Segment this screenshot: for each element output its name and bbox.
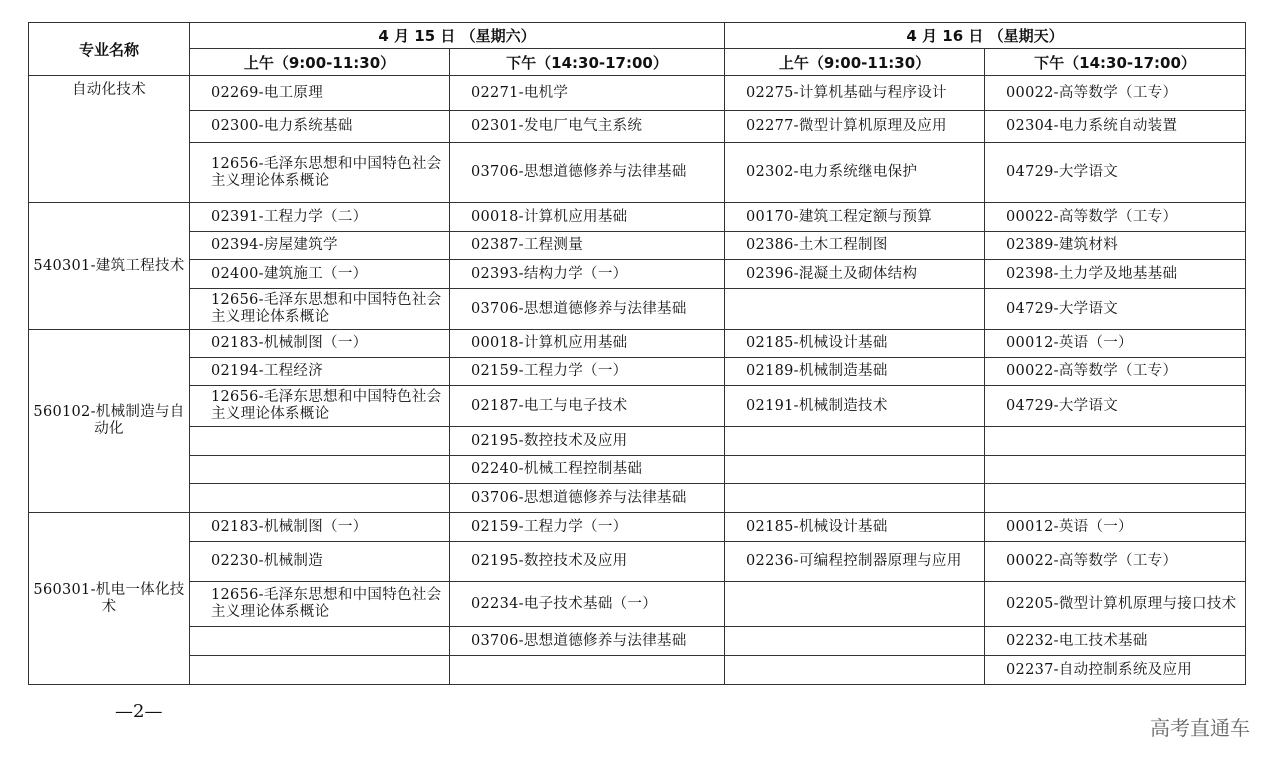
table-row [29,111,1246,143]
day1-am-cell [190,427,450,456]
day2-pm-cell: 02389-建筑材料 [985,232,1246,260]
day1-pm-cell: 03706-思想道德修养与法律基础 [450,627,725,656]
day1-am-cell: 02230-机械制造 [190,542,450,582]
day2-am-cell: 02185-机械设计基础 [725,513,985,542]
table-row [29,513,1246,542]
major-column-header: 专业名称 [29,23,190,76]
day1-am-cell [190,656,450,685]
day1-pm-cell: 03706-思想道德修养与法律基础 [450,484,725,513]
day1-am-cell [190,456,450,484]
day1-am-cell: 02183-机械制图（一） [190,513,450,542]
table-row [29,542,1246,582]
day1-am-cell: 02400-建筑施工（一） [190,260,450,289]
day1-pm-cell: 03706-思想道德修养与法律基础 [450,143,725,203]
day2-pm-header: 下午（14:30-17:00） [985,49,1246,76]
day1-am-cell: 02194-工程经济 [190,358,450,386]
day1-am-cell: 12656-毛泽东思想和中国特色社会主义理论体系概论 [190,582,450,627]
day1-pm-cell: 03706-思想道德修养与法律基础 [450,289,725,330]
day2-pm-cell [985,484,1246,513]
exam-schedule-table [28,22,1246,685]
day1-am-cell [190,484,450,513]
day2-pm-cell: 00022-高等数学（工专） [985,542,1246,582]
table-row [29,358,1246,386]
day1-pm-cell: 00018-计算机应用基础 [450,330,725,358]
day1-pm-cell [450,656,725,685]
schedule-body [29,76,1246,685]
table-row [29,386,1246,427]
day1-pm-header: 下午（14:30-17:00） [450,49,725,76]
day1-pm-cell: 02387-工程测量 [450,232,725,260]
day2-pm-cell: 00022-高等数学（工专） [985,203,1246,232]
major-name-cell: 540301-建筑工程技术 [29,203,190,330]
day2-pm-cell [985,427,1246,456]
day2-am-cell [725,582,985,627]
day1-am-cell: 02391-工程力学（二） [190,203,450,232]
day1-pm-cell: 00018-计算机应用基础 [450,203,725,232]
day2-am-cell [725,456,985,484]
day2-am-cell: 02302-电力系统继电保护 [725,143,985,203]
day2-pm-cell: 00012-英语（一） [985,513,1246,542]
day1-pm-cell: 02159-工程力学（一） [450,358,725,386]
day2-am-cell: 02396-混凝土及砌体结构 [725,260,985,289]
day2-pm-cell: 02232-电工技术基础 [985,627,1246,656]
day1-pm-cell: 02187-电工与电子技术 [450,386,725,427]
day2-pm-cell: 02304-电力系统自动装置 [985,111,1246,143]
day1-am-cell: 02394-房屋建筑学 [190,232,450,260]
table-row [29,427,1246,456]
page-number: —2— [115,701,163,722]
day1-am-header: 上午（9:00-11:30） [190,49,450,76]
day1-pm-cell: 02271-电机学 [450,76,725,111]
day1-am-cell: 12656-毛泽东思想和中国特色社会主义理论体系概论 [190,289,450,330]
day2-header: 4 月 16 日 （星期天） [725,23,1246,49]
day2-am-cell [725,627,985,656]
table-row [29,289,1246,330]
table-row [29,76,1246,111]
table-row [29,582,1246,627]
day2-am-cell: 02185-机械设计基础 [725,330,985,358]
day1-pm-cell: 02240-机械工程控制基础 [450,456,725,484]
day1-am-cell: 02269-电工原理 [190,76,450,111]
day2-pm-cell: 00022-高等数学（工专） [985,358,1246,386]
day2-am-cell [725,656,985,685]
table-row [29,484,1246,513]
table-row [29,203,1246,232]
day1-pm-cell: 02195-数控技术及应用 [450,427,725,456]
major-name-cell: 自动化技术 [29,76,190,203]
day1-am-cell: 12656-毛泽东思想和中国特色社会主义理论体系概论 [190,143,450,203]
day2-pm-cell: 04729-大学语文 [985,143,1246,203]
day2-am-cell [725,427,985,456]
day1-am-cell [190,627,450,656]
table-row [29,232,1246,260]
table-row [29,143,1246,203]
day1-pm-cell: 02234-电子技术基础（一） [450,582,725,627]
day2-am-cell: 02277-微型计算机原理及应用 [725,111,985,143]
day2-am-cell: 00170-建筑工程定额与预算 [725,203,985,232]
day2-pm-cell: 04729-大学语文 [985,386,1246,427]
day2-am-cell: 02386-土木工程制图 [725,232,985,260]
day2-pm-cell: 02205-微型计算机原理与接口技术 [985,582,1246,627]
day2-pm-cell: 02237-自动控制系统及应用 [985,656,1246,685]
major-name-cell: 560301-机电一体化技术 [29,513,190,685]
day2-am-cell [725,289,985,330]
day2-pm-cell: 00012-英语（一） [985,330,1246,358]
day1-pm-cell: 02393-结构力学（一） [450,260,725,289]
watermark: 高考直通车 [1150,716,1250,740]
major-name-cell: 560102-机械制造与自动化 [29,330,190,513]
day2-am-cell: 02275-计算机基础与程序设计 [725,76,985,111]
day2-pm-cell [985,456,1246,484]
table-row [29,656,1246,685]
day1-header: 4 月 15 日 （星期六） [190,23,725,49]
day1-pm-cell: 02301-发电厂电气主系统 [450,111,725,143]
day2-am-header: 上午（9:00-11:30） [725,49,985,76]
day1-am-cell: 12656-毛泽东思想和中国特色社会主义理论体系概论 [190,386,450,427]
table-row [29,260,1246,289]
day2-pm-cell: 00022-高等数学（工专） [985,76,1246,111]
day2-pm-cell: 02398-土力学及地基基础 [985,260,1246,289]
table-row [29,330,1246,358]
day1-am-cell: 02300-电力系统基础 [190,111,450,143]
day2-pm-cell: 04729-大学语文 [985,289,1246,330]
table-row [29,456,1246,484]
day2-am-cell [725,484,985,513]
day1-pm-cell: 02195-数控技术及应用 [450,542,725,582]
day2-am-cell: 02189-机械制造基础 [725,358,985,386]
day2-am-cell: 02191-机械制造技术 [725,386,985,427]
day1-am-cell: 02183-机械制图（一） [190,330,450,358]
day2-am-cell: 02236-可编程控制器原理与应用 [725,542,985,582]
table-row [29,627,1246,656]
day1-pm-cell: 02159-工程力学（一） [450,513,725,542]
